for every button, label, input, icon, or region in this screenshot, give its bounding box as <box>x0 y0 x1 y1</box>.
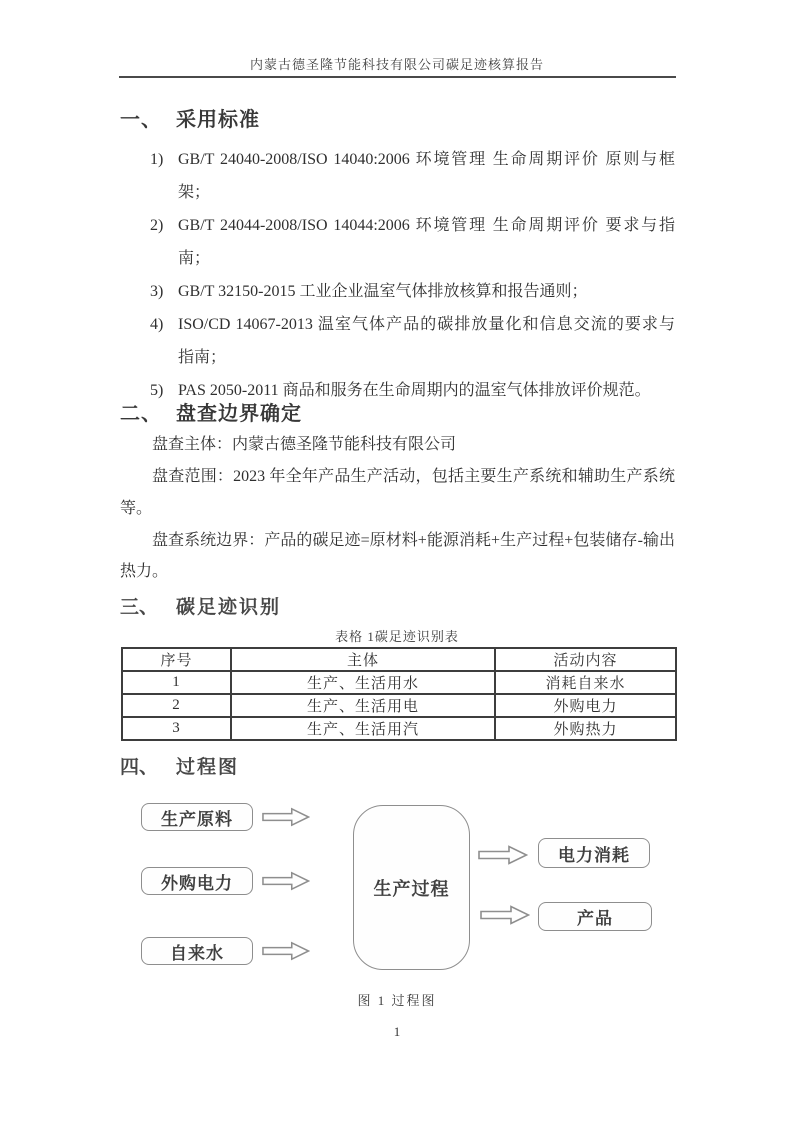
table-cell: 生产、生活用汽 <box>231 717 495 740</box>
section-2-number: 二、 <box>120 403 162 425</box>
diagram-input-box: 生产原料 <box>141 803 253 831</box>
list-item-line: GB/T 24044-2008/ISO 14044:2006 环境管理 生命周期评价 要求与指 <box>178 217 675 234</box>
list-item-line: 南； <box>178 250 211 267</box>
list-item <box>150 275 675 308</box>
flow-arrow-icon <box>262 871 310 891</box>
flow-arrow-icon <box>262 941 310 961</box>
list-item-number: 5) <box>150 382 164 399</box>
paragraph-line: 盘查主体：内蒙古德圣隆节能科技有限公司 <box>152 436 457 453</box>
table-caption: 表格 1碳足迹识别表 <box>335 629 459 644</box>
list-item-line: ISO/CD 14067-2013 温室气体产品的碳排放量化和信息交流的要求与 <box>178 316 675 333</box>
table-header-cell: 主体 <box>231 648 495 671</box>
section-2-heading <box>120 397 302 426</box>
paragraph-line: 等。 <box>120 500 153 517</box>
list-item-text <box>178 209 675 275</box>
list-item-text <box>178 308 675 374</box>
table-cell: 3 <box>122 717 231 740</box>
list-item-number: 4) <box>150 316 164 333</box>
diagram-input-box: 外购电力 <box>141 867 253 895</box>
table-row <box>122 717 676 740</box>
table-header-cell: 序号 <box>122 648 231 671</box>
diagram-process-box: 生产过程 <box>353 805 470 970</box>
section-4-title: 过程图 <box>176 757 240 778</box>
table-header-cell: 活动内容 <box>495 648 676 671</box>
section-2-title: 盘查边界确定 <box>176 403 302 425</box>
section-1-title: 采用标准 <box>176 109 260 131</box>
list-item-line: PAS 2050-2011 商品和服务在生命周期内的温室气体排放评价规范。 <box>178 382 651 399</box>
section-1-heading <box>120 103 260 132</box>
section-1-number: 一、 <box>120 109 162 131</box>
page-number: 1 <box>393 1024 401 1039</box>
table-cell: 外购热力 <box>495 717 676 740</box>
list-item <box>150 143 675 209</box>
table-cell: 外购电力 <box>495 694 676 717</box>
list-item-line: GB/T 32150-2015 工业企业温室气体排放核算和报告通则； <box>178 283 588 300</box>
section-3-title: 碳足迹识别 <box>176 597 282 618</box>
table-row <box>122 671 676 694</box>
header-rule-divider <box>119 76 676 78</box>
paragraph-line: 盘查范围：2023 年全年产品生产活动，包括主要生产系统和辅助生产系统 <box>152 468 675 485</box>
section-3-number: 三、 <box>120 597 159 618</box>
table-cell: 消耗自来水 <box>495 671 676 694</box>
paragraph-line: 盘查系统边界：产品的碳足迹=原材料+能源消耗+生产过程+包装储存-输出 <box>152 532 675 549</box>
flow-arrow-icon <box>480 905 530 925</box>
table-cell: 生产、生活用水 <box>231 671 495 694</box>
table-header-row <box>122 648 676 671</box>
flow-arrow-icon <box>478 845 528 865</box>
section-4-heading <box>120 752 239 779</box>
diagram-input-box: 自来水 <box>141 937 253 965</box>
standards-list <box>150 143 675 407</box>
section-4-number: 四、 <box>120 757 159 778</box>
section-3-heading <box>120 592 281 619</box>
diagram-output-box: 电力消耗 <box>538 838 650 868</box>
table-row <box>122 694 676 717</box>
diagram-output-box: 产品 <box>538 902 652 931</box>
footprint-table <box>121 647 677 741</box>
paragraph-line: 热力。 <box>120 563 169 580</box>
list-item <box>150 308 675 374</box>
list-item-number: 2) <box>150 217 164 234</box>
list-item-number: 3) <box>150 283 164 300</box>
list-item-number: 1) <box>150 151 164 168</box>
flow-arrow-icon <box>262 807 310 827</box>
list-item <box>150 209 675 275</box>
list-item-text <box>178 143 675 209</box>
table-cell: 1 <box>122 671 231 694</box>
list-item-line: 架； <box>178 184 211 201</box>
figure-caption: 图 1 过程图 <box>357 993 437 1008</box>
page-header-title: 内蒙古德圣隆节能科技有限公司碳足迹核算报告 <box>249 57 544 72</box>
list-item-text <box>178 275 675 308</box>
table-cell: 2 <box>122 694 231 717</box>
list-item-line: 指南； <box>178 349 227 366</box>
table-cell: 生产、生活用电 <box>231 694 495 717</box>
list-item-line: GB/T 24040-2008/ISO 14040:2006 环境管理 生命周期评价 原则与框 <box>178 151 675 168</box>
